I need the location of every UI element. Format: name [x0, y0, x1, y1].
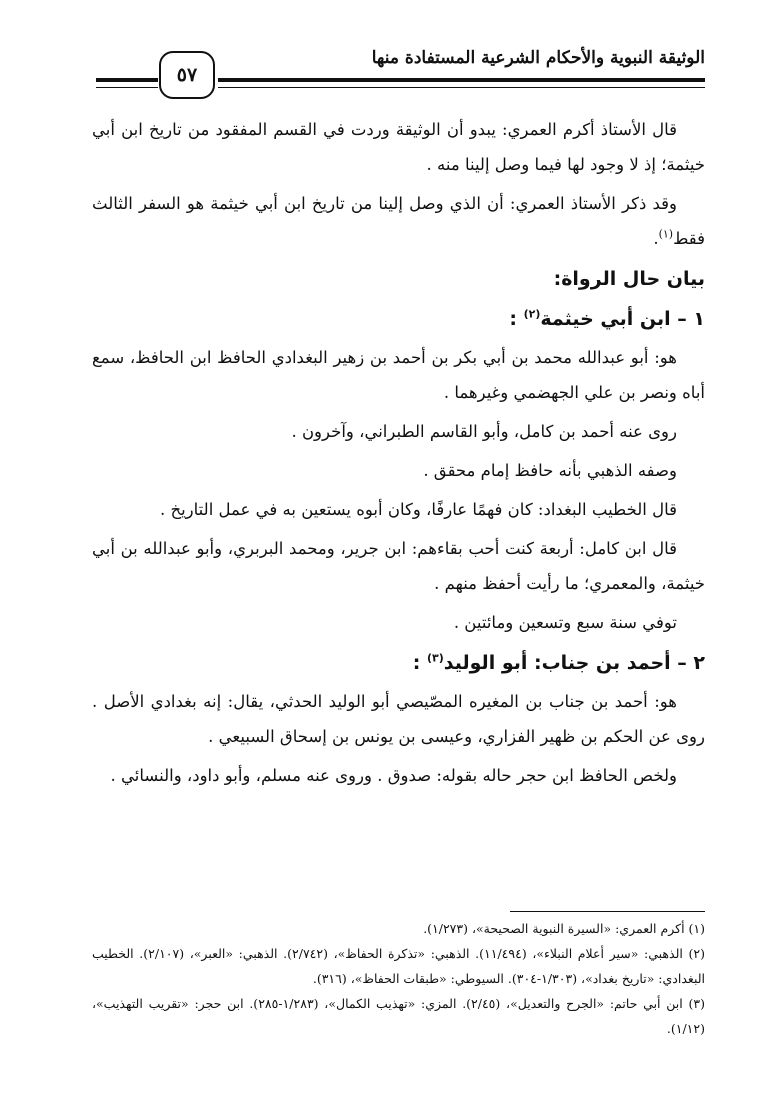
paragraph: قال الخطيب البغداد: كان فهمًا عارفًا، وكان أبوه يستعين به في عمل التاريخ .	[159, 500, 677, 519]
heading-end: :	[509, 308, 524, 330]
header-rule-left-thin	[96, 87, 158, 88]
footnote: (١) أكرم العمري: «السيرة النبوية الصحيحة»، (١/٢٧٣).	[423, 921, 705, 936]
header-rule-thin	[218, 87, 705, 88]
paragraph: وصفه الذهبي بأنه حافظ إمام محقق .	[423, 461, 677, 480]
paragraph: قال الأستاذ أكرم العمري: يبدو أن الوثيقة وردت في القسم المفقود من تاريخ ابن أبي خيثمة؛ إذ لا وجود لها فيما وصل إلينا منه .	[92, 120, 705, 174]
main-text	[92, 112, 705, 797]
paragraph: ولخص الحافظ ابن حجر حاله بقوله: صدوق . وروى عنه مسلم، وأبو داود، والنسائي .	[110, 766, 677, 785]
paragraph	[92, 186, 705, 256]
narrator-name: ١ – ابن أبي خيثمة	[540, 308, 705, 330]
narrator-heading	[92, 300, 705, 338]
footnote-separator	[510, 911, 705, 912]
heading-end: :	[412, 652, 427, 674]
paragraph: توفي سنة سبع وتسعين ومائتين .	[453, 613, 677, 632]
footnote: (٢) الذهبي: «سير أعلام النبلاء»، (١١/٤٩٤). الذهبي: «تذكرة الحفاظ»، (٢/٧٤٢). الذهبي: «العبر»، (٢/١٠٧). الخطيب البغدادي: «تاريخ بغداد»، (١/٣٠٣-٣٠٤). السيوطي: «طبقات الحفاظ»، (٣١٦).	[92, 946, 705, 986]
footnote-ref[interactable]: (١)	[658, 227, 674, 241]
footnotes	[92, 916, 705, 1041]
header-rule-thick	[218, 78, 705, 82]
narrator-name: ٢ – أحمد بن جناب: أبو الوليد	[443, 652, 705, 674]
footnote-ref[interactable]: (٢)	[523, 307, 541, 321]
paragraph-end: .	[653, 229, 659, 248]
section-heading: بيان حال الرواة:	[553, 268, 705, 290]
paragraph-text: وقد ذكر الأستاذ العمري: أن الذي وصل إلينا من تاريخ ابن أبي خيثمة هو السفر الثالث فقط	[92, 194, 705, 248]
paragraph: هو: أبو عبدالله محمد بن أبي بكر بن أحمد بن زهير البغدادي الحافظ ابن الحافظ، سمع أباه ونصر بن علي الجهضمي وغيرهما .	[92, 348, 705, 402]
footnote-ref[interactable]: (٣)	[427, 651, 444, 665]
narrator-heading	[92, 644, 705, 682]
header-rule-left-thick	[96, 78, 158, 82]
page-number: ٥٧	[159, 51, 215, 99]
running-header-title: الوثيقة النبوية والأحكام الشرعية المستفادة منها	[371, 48, 705, 68]
paragraph: هو: أحمد بن جناب بن المغيره المصّيصي أبو الوليد الحدثي، يقال: إنه بغدادي الأصل . روى عن الحكم بن ظهير الفزاري، وعيسى بن يونس بن إسحاق السبيعي .	[92, 692, 705, 746]
paragraph: روى عنه أحمد بن كامل، وأبو القاسم الطبراني، وآخرون .	[291, 422, 677, 441]
paragraph: قال ابن كامل: أربعة كنت أحب بقاءهم: ابن جرير، ومحمد البربري، وأبو عبدالله بن أبي خيثمة، والمعمري؛ ما رأيت أحفظ منهم .	[92, 539, 705, 593]
footnote: (٣) ابن أبي حاتم: «الجرح والتعديل»، (٢/٤٥). المزي: «تهذيب الكمال»، (١/٢٨٣-٢٨٥). ابن حجر: «تقريب التهذيب»، (١/١٢).	[92, 996, 706, 1036]
